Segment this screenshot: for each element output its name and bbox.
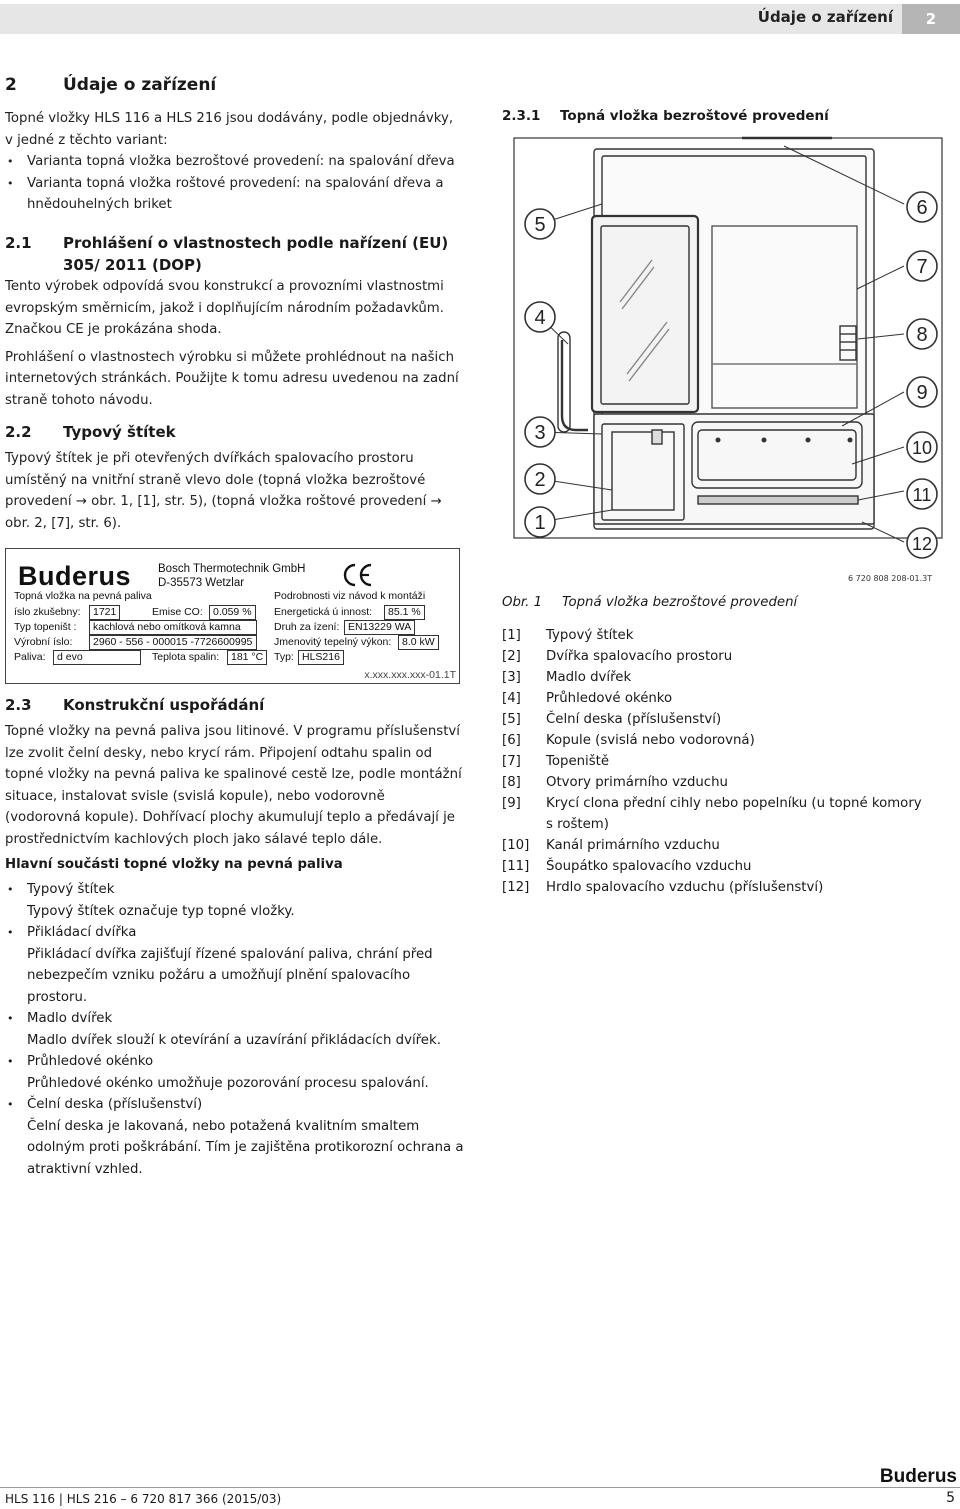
callout-label: 11 [912, 485, 932, 505]
list-item [5, 1008, 465, 1051]
paragraph: Topné vložky na pevná paliva jsou litinové. V programu příslušenství lze zvolit čelní desky, nebo krycí rám. Připojení odtahu spalin od topné vložky na pevná paliva ke spalinové cestě lze, podle montážní situace, instalovat svisle (svislá kopule), nebo vodorovně (vodorovná kopule). Dohřívací plochy akumulují teplo a předávají je prostřednictvím kachlových ploch jako sálavé teplo dále. [5, 724, 462, 847]
callout-label: 1 [534, 512, 546, 534]
callout-2 [525, 464, 555, 494]
nameplate-test-label: íslo zkušebny: [14, 606, 81, 618]
section-2-3-heading [5, 696, 264, 714]
fire-insert-drawing [502, 134, 954, 586]
nameplate-fuel-value: d evo [53, 650, 141, 665]
footer-doc-id: HLS 116 | HLS 216 – 6 720 817 366 (2015/03) [5, 1492, 282, 1506]
list-item: • Varianta topná vložka bezroštové provedení: na spalování dřeva [5, 151, 460, 173]
nameplate-firebox-label: Typ topeništ : [14, 621, 77, 633]
nameplate-code: x.xxx.xxx.xxx-01.1T [364, 669, 456, 681]
callout-3 [525, 417, 555, 447]
callout-10 [907, 432, 937, 462]
legend-text: Šoupátko spalovacího vzduchu [546, 859, 752, 874]
callout-label: 6 [916, 197, 928, 219]
paragraph: Typový štítek je při otevřených dvířkách spalovacího prostoru umístěný na vnitřní straně vlevo dole (topná vložka bezroštové provedení → obr. 1, [1], str. 5), (topná vložka roštové provedení → obr. 2, [7], str. 6). [5, 451, 442, 531]
legend-text: Kopule (svislá nebo vodorovná) [546, 733, 755, 748]
callout-9 [907, 377, 937, 407]
nameplate-details: Podrobnosti viz návod k montáži [274, 590, 426, 602]
section-number: 2.2 [5, 423, 32, 441]
section-2-2-body [5, 448, 462, 534]
part-desc: Čelní deska je lakovaná, nebo potažená kvalitním smaltem odolným proti poškrábání. Tím je zajištěna protikorozní ochrana a atraktivní vzhled. [27, 1118, 464, 1177]
part-desc: Typový štítek označuje typ topné vložky. [27, 903, 295, 919]
part-name: Madlo dvířek [27, 1011, 113, 1026]
callout-11 [907, 479, 937, 509]
list-item [5, 879, 465, 922]
nameplate-company: Bosch Thermotechnik GmbH [158, 563, 306, 575]
legend-text: Madlo dvířek [546, 670, 632, 685]
legend-text: Otvory primárního vzduchu [546, 775, 728, 790]
legend-key: [4] [502, 691, 521, 706]
callout-label: 4 [534, 307, 546, 329]
figure-code: 6 720 808 208-01.3T [848, 574, 933, 583]
nameplate-power-label: Jmenovitý tepelný výkon: [274, 636, 392, 648]
part-desc: Průhledové okénko umožňuje pozorování procesu spalování. [27, 1075, 429, 1091]
callout-5 [525, 209, 555, 239]
variant-list [5, 151, 460, 216]
list-item [5, 922, 465, 1008]
nameplate-address: D-35573 Wetzlar [158, 577, 245, 589]
section-2-heading [5, 75, 216, 95]
running-header-title: Údaje o zařízení [757, 8, 893, 26]
part-desc: Přikládací dvířka zajišťují řízené spalování paliva, chrání před nebezpečím vzniku požáru a umožňují plnění spalovacího prostoru. [27, 946, 433, 1005]
nameplate-logo: Buderus [18, 561, 132, 591]
list-item [5, 1094, 465, 1180]
nameplate-co-label: Emise CO: [152, 606, 203, 618]
parts-list [5, 879, 465, 1180]
legend-key: [5] [502, 712, 521, 727]
nameplate-power-value: 8.0 kW [398, 635, 439, 650]
section-2-2-heading [5, 423, 176, 441]
list-item [5, 1051, 465, 1094]
nameplate-standard-label: Druh za ízení: [274, 621, 340, 633]
list-item: • Varianta topná vložka roštové provedení: na spalování dřeva a hnědouhelných briket [5, 173, 460, 216]
section-2-1-heading [5, 232, 460, 276]
legend-text: Krycí clona přední cihly nebo popelníku (u topné komory s roštem) [546, 796, 922, 832]
nameplate-product: Topná vložka na pevná paliva [14, 590, 152, 602]
nameplate-serial-value: 2960 - 556 - 000015 -7726600995 [89, 635, 257, 650]
callout-label: 7 [916, 256, 928, 278]
callout-label: 10 [911, 438, 933, 458]
nameplate-type-value: HLS216 [298, 650, 344, 665]
nameplate-test-value: 1721 [89, 605, 120, 620]
legend-key: [1] [502, 628, 521, 643]
nameplate-flue-label: Teplota spalin: [152, 651, 220, 663]
legend-text: Kanál primárního vzduchu [546, 838, 720, 853]
legend-key: [2] [502, 649, 521, 664]
section-title: Údaje o zařízení [63, 75, 217, 95]
part-desc: Madlo dvířek slouží k otevírání a uzavírání přikládacích dvířek. [27, 1032, 441, 1048]
section-2-3-1-heading [502, 108, 829, 124]
section-number: 2.3.1 [502, 108, 541, 124]
legend-key: [10] [502, 838, 530, 853]
legend-key: [11] [502, 859, 530, 874]
legend-text: Topeniště [546, 754, 610, 769]
section-2-3-body [5, 721, 462, 850]
section-2-body [5, 108, 460, 216]
legend-key: [9] [502, 796, 521, 811]
legend-key: [8] [502, 775, 521, 790]
section-number: 2 [5, 75, 17, 95]
nameplate-firebox-value: kachlová nebo omítková kamna [89, 620, 257, 635]
section-title: Prohlášení o vlastnostech podle nařízení (EU) 305/ 2011 (DOP) [63, 234, 449, 274]
legend-key: [6] [502, 733, 521, 748]
figure-caption [502, 595, 797, 610]
callout-label: 12 [911, 534, 933, 554]
parts-heading: Hlavní součásti topné vložky na pevná paliva [5, 857, 343, 872]
footer-page-number: 5 [946, 1490, 955, 1506]
legend-text: Čelní deska (příslušenství) [546, 712, 722, 727]
running-header-chapter-number: 2 [902, 4, 960, 34]
callout-8 [907, 319, 937, 349]
paragraph: Prohlášení o vlastnostech výrobku si můžete prohlédnout na našich internetových stránkách. Použijte k tomu adresu uvedenou na zadní straně tohoto návodu. [5, 349, 459, 408]
nameplate-standard-value: EN13229 WA [344, 620, 415, 635]
callout-7 [907, 251, 937, 281]
nameplate-efficiency-label: Energetická ú innost: [274, 606, 373, 618]
nameplate-type-label: Typ: [274, 651, 294, 663]
legend-key: [7] [502, 754, 521, 769]
legend-text: Průhledové okénko [546, 691, 673, 706]
section-title: Topná vložka bezroštové provedení [560, 108, 829, 124]
legend-key: [3] [502, 670, 521, 685]
callout-1 [525, 507, 555, 537]
paragraph: Tento výrobek odpovídá svou konstrukcí a provozními vlastnostmi evropským směrnicím, jakož i doplňujícím národním požadavkům. Značkou CE je prokázána shoda. [5, 279, 444, 337]
section-number: 2.1 [5, 234, 32, 252]
legend-text: Typový štítek [546, 628, 634, 643]
callout-4 [525, 302, 555, 332]
figure-caption-text: Topná vložka bezroštové provedení [562, 595, 798, 610]
legend-text: Dvířka spalovacího prostoru [546, 649, 733, 664]
section-title: Typový štítek [63, 423, 176, 441]
nameplate-fuel-label: Paliva: [14, 651, 46, 663]
callout-label: 9 [916, 382, 928, 404]
ce-mark-icon [340, 561, 374, 589]
figure-caption-label: Obr. 1 [502, 595, 543, 610]
callout-label: 2 [534, 469, 546, 491]
callout-label: 3 [534, 422, 546, 444]
callout-label: 8 [916, 324, 928, 346]
callout-12 [907, 528, 937, 558]
nameplate-efficiency-value: 85.1 % [384, 605, 425, 620]
intro-paragraph: Topné vložky HLS 116 a HLS 216 jsou dodávány, podle objednávky, v jedné z těchto variant: [5, 111, 454, 148]
section-2-1-body [5, 276, 460, 411]
nameplate-flue-value: 181 °C [227, 650, 267, 665]
footer-brand-logo: Buderus [879, 1466, 957, 1487]
section-number: 2.3 [5, 696, 32, 714]
nameplate-image [5, 548, 460, 684]
footer-divider [0, 1487, 960, 1488]
callout-6 [907, 192, 937, 222]
part-name: Čelní deska (příslušenství) [27, 1097, 203, 1112]
legend-text: Hrdlo spalovacího vzduchu (příslušenství) [546, 880, 824, 895]
part-name: Typový štítek [27, 882, 115, 897]
callout-label: 5 [534, 214, 546, 236]
nameplate-serial-label: Výrobní íslo: [14, 636, 73, 648]
part-name: Průhledové okénko [27, 1054, 154, 1069]
nameplate-co-value: 0.059 % [209, 605, 256, 620]
section-title: Konstrukční uspořádání [63, 696, 265, 714]
legend-key: [12] [502, 880, 530, 895]
part-name: Přikládací dvířka [27, 925, 137, 940]
